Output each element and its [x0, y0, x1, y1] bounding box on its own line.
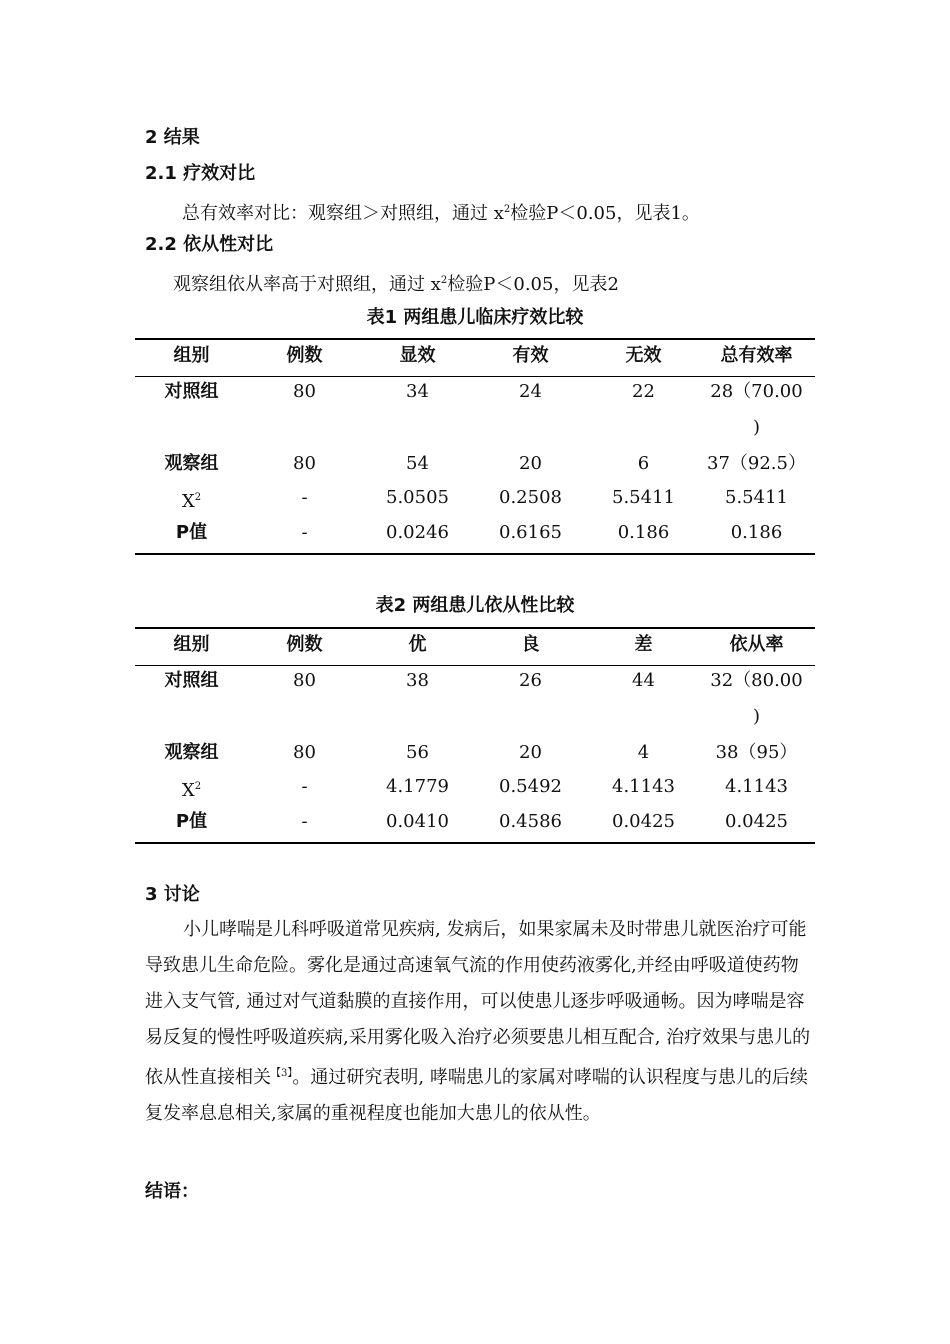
- table1-header-cell: 无效: [625, 345, 662, 366]
- table2-bottom-rule: [135, 842, 815, 844]
- table2-cell: 20: [519, 742, 542, 763]
- table1-cell: 80: [293, 453, 316, 474]
- table1-cell: -: [301, 487, 308, 508]
- table2-header-cell: 例数: [286, 634, 323, 655]
- table1-cell: 0.186: [730, 522, 783, 543]
- table2-header-cell: 组别: [173, 634, 210, 655]
- table1-row-label: 观察组: [164, 453, 219, 474]
- table2-cell: 0.5492: [499, 776, 562, 797]
- table1: [135, 338, 815, 558]
- table1-cell: 0.0246: [386, 522, 449, 543]
- table2-cell: 0.0425: [612, 811, 675, 832]
- table1-cell: -: [301, 522, 308, 543]
- table1-cell: 20: [519, 453, 542, 474]
- table2-cell: 38: [406, 670, 429, 691]
- table2-cell: 32（80.00: [710, 670, 803, 691]
- table2-cell: 4.1143: [725, 776, 788, 797]
- table2-cell: 4.1779: [386, 776, 449, 797]
- table1-cell: 5.0505: [386, 487, 449, 508]
- table2-cell: 0.0425: [725, 811, 788, 832]
- table1-cell-wrap: ): [752, 417, 761, 438]
- table2-cell: -: [301, 811, 308, 832]
- table1-cell: 0.186: [617, 522, 670, 543]
- table2-cell: -: [301, 776, 308, 797]
- table1-row-label: 对照组: [164, 381, 219, 402]
- results-heading: 2 结果: [145, 127, 200, 148]
- citation-ref: 【3】: [271, 1068, 293, 1079]
- table1-cell: 0.2508: [499, 487, 562, 508]
- table2-header-cell: 依从率: [729, 634, 784, 655]
- table1-header-cell: 组别: [173, 345, 210, 366]
- table1-cell: 5.5411: [612, 487, 675, 508]
- compliance-heading: 2.2 依从性对比: [145, 234, 274, 255]
- table1-bottom-rule: [135, 553, 815, 555]
- table2-cell: 4.1143: [612, 776, 675, 797]
- table2-row-label: 对照组: [164, 670, 219, 691]
- table1-cell: 28（70.00: [710, 381, 803, 402]
- table2-header-cell: 良: [521, 634, 540, 655]
- table1-caption: 表1 两组患儿临床疗效比较: [366, 307, 584, 328]
- table1-header-cell: 总有效率: [720, 345, 793, 366]
- table2-cell: 26: [519, 670, 542, 691]
- efficacy-text: 总有效率对比：观察组＞对照组，通过 $x^2$检验P＜0.05，见表1。: [182, 203, 700, 224]
- table1-cell: 22: [632, 381, 655, 402]
- discussion-paragraph: 小儿哮喘是儿科呼吸道常见疾病, 发病后，如果家属未及时带患儿就医治疗可能导致患儿生命危险。雾化是通过高速氧气流的作用使药液雾化,并经由呼吸道使药物进入支气管, 通过对气道黏膜的直接作用，可以使患儿逐步呼吸通畅。因为哮喘是容易反复的慢性呼吸道疾病,采用雾化吸入治疗必须要患儿相互配合, 治疗效果与患儿的依从性直接相关$^{【3】}$。通过研究表明, 哮喘患儿的家属对哮喘的认识程度与患儿的后续复发率息息相关,家属的重视程度也能加大患儿的依从性。: [145, 919, 811, 1124]
- table2-cell: 44: [632, 670, 655, 691]
- table2-header-cell: 差: [634, 634, 653, 655]
- table2-row-label: 观察组: [164, 742, 219, 763]
- table2-row-label: P值: [175, 811, 208, 832]
- table2-header-rule: [135, 665, 815, 666]
- compliance-text: 观察组依从率高于对照组，通过 $x^2$检验P＜0.05，见表2: [173, 274, 619, 295]
- table1-row-label: P值: [175, 522, 208, 543]
- table2-caption: 表2 两组患儿依从性比较: [375, 595, 575, 616]
- table2-cell: 80: [293, 670, 316, 691]
- table1-cell: 54: [406, 453, 429, 474]
- table2-cell: 56: [406, 742, 429, 763]
- table1-header-cell: 例数: [286, 345, 323, 366]
- table1-cell: 37（92.5）: [707, 453, 806, 474]
- table2-cell: 0.4586: [499, 811, 562, 832]
- table2-cell: 0.0410: [386, 811, 449, 832]
- table1-row-label: $X^2$: [181, 491, 202, 512]
- table1-cell: 80: [293, 381, 316, 402]
- table1-cell: 6: [637, 453, 650, 474]
- table2-cell-wrap: ): [752, 706, 761, 727]
- table1-cell: 34: [406, 381, 429, 402]
- table2: [135, 627, 815, 847]
- table2-cell: 4: [637, 742, 650, 763]
- table1-top-rule: [135, 338, 815, 340]
- table2-cell: 38（95）: [715, 742, 798, 763]
- table1-cell: 24: [519, 381, 542, 402]
- table1-header-cell: 显效: [399, 345, 436, 366]
- table1-cell: 5.5411: [725, 487, 788, 508]
- table1-header-cell: 有效: [512, 345, 549, 366]
- table2-top-rule: [135, 627, 815, 629]
- discussion-heading: 3 讨论: [145, 884, 200, 905]
- table2-cell: 80: [293, 742, 316, 763]
- conclusion-heading: 结语：: [145, 1181, 199, 1202]
- table1-cell: 0.6165: [499, 522, 562, 543]
- table2-header-cell: 优: [408, 634, 427, 655]
- table2-row-label: $X^2$: [181, 780, 202, 801]
- table1-header-rule: [135, 376, 815, 377]
- efficacy-heading: 2.1 疗效对比: [145, 163, 256, 184]
